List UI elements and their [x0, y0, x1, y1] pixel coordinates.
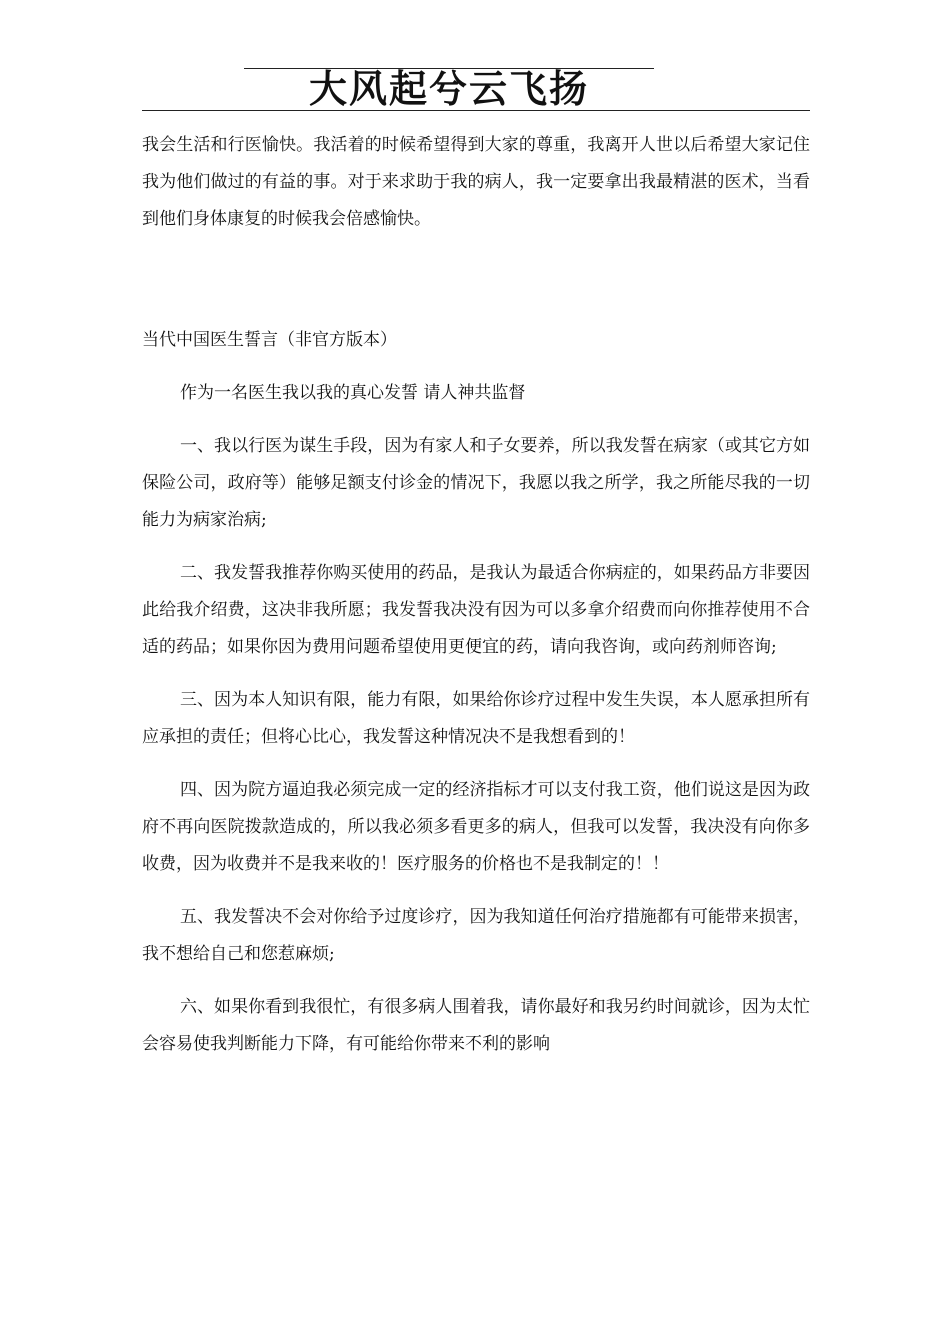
clause-1: 一、我以行医为谋生手段，因为有家人和子女要养，所以我发誓在病家（或其它方如保险公司，政府等）能够足额支付诊金的情况下，我愿以我之所学，我之所能尽我的一切能力为病家治病;: [142, 436, 810, 530]
document-body: [142, 118, 810, 1063]
clause-4: 四、因为院方逼迫我必须完成一定的经济指标才可以支付我工资，他们说这是因为政府不再向医院拨款造成的，所以我必须多看更多的病人，但我可以发誓，我决没有向你多收费，因为收费并不是我来收的！医疗服务的价格也不是我制定的！！: [142, 780, 810, 874]
section-title: 当代中国医生誓言（非官方版本）: [142, 330, 397, 350]
header-title: 大风起兮云飞扬: [308, 66, 589, 111]
clause-5: 五、我发誓决不会对你给予过度诊疗，因为我知道任何治疗措施都有可能带来损害，我不想给自己和您惹麻烦;: [142, 907, 810, 964]
clause-2: 二、我发誓我推荐你购买使用的药品，是我认为最适合你病症的，如果药品方非要因此给我介绍费，这决非我所愿；我发誓我决没有因为可以多拿介绍费而向你推荐使用不合适的药品；如果你因为费用问题希望使用更便宜的药，请向我咨询，或向药剂师咨询;: [142, 563, 810, 657]
intro-paragraph: 我会生活和行医愉快。我活着的时候希望得到大家的尊重，我离开人世以后希望大家记住我为他们做过的有益的事。对于来求助于我的病人，我一定要拿出我最精湛的医术，当看到他们身体康复的时候我会倍感愉快。: [142, 135, 810, 229]
clause-3: 三、因为本人知识有限，能力有限，如果给你诊疗过程中发生失误，本人愿承担所有应承担的责任；但将心比心，我发誓这种情况决不是我想看到的！: [142, 690, 810, 747]
clause-6: 六、如果你看到我很忙，有很多病人围着我，请你最好和我另约时间就诊，因为太忙会容易使我判断能力下降，有可能给你带来不利的影响: [142, 997, 810, 1054]
header-rule-bottom: [142, 110, 810, 111]
oath-line: 作为一名医生我以我的真心发誓 请人神共监督: [180, 383, 526, 403]
